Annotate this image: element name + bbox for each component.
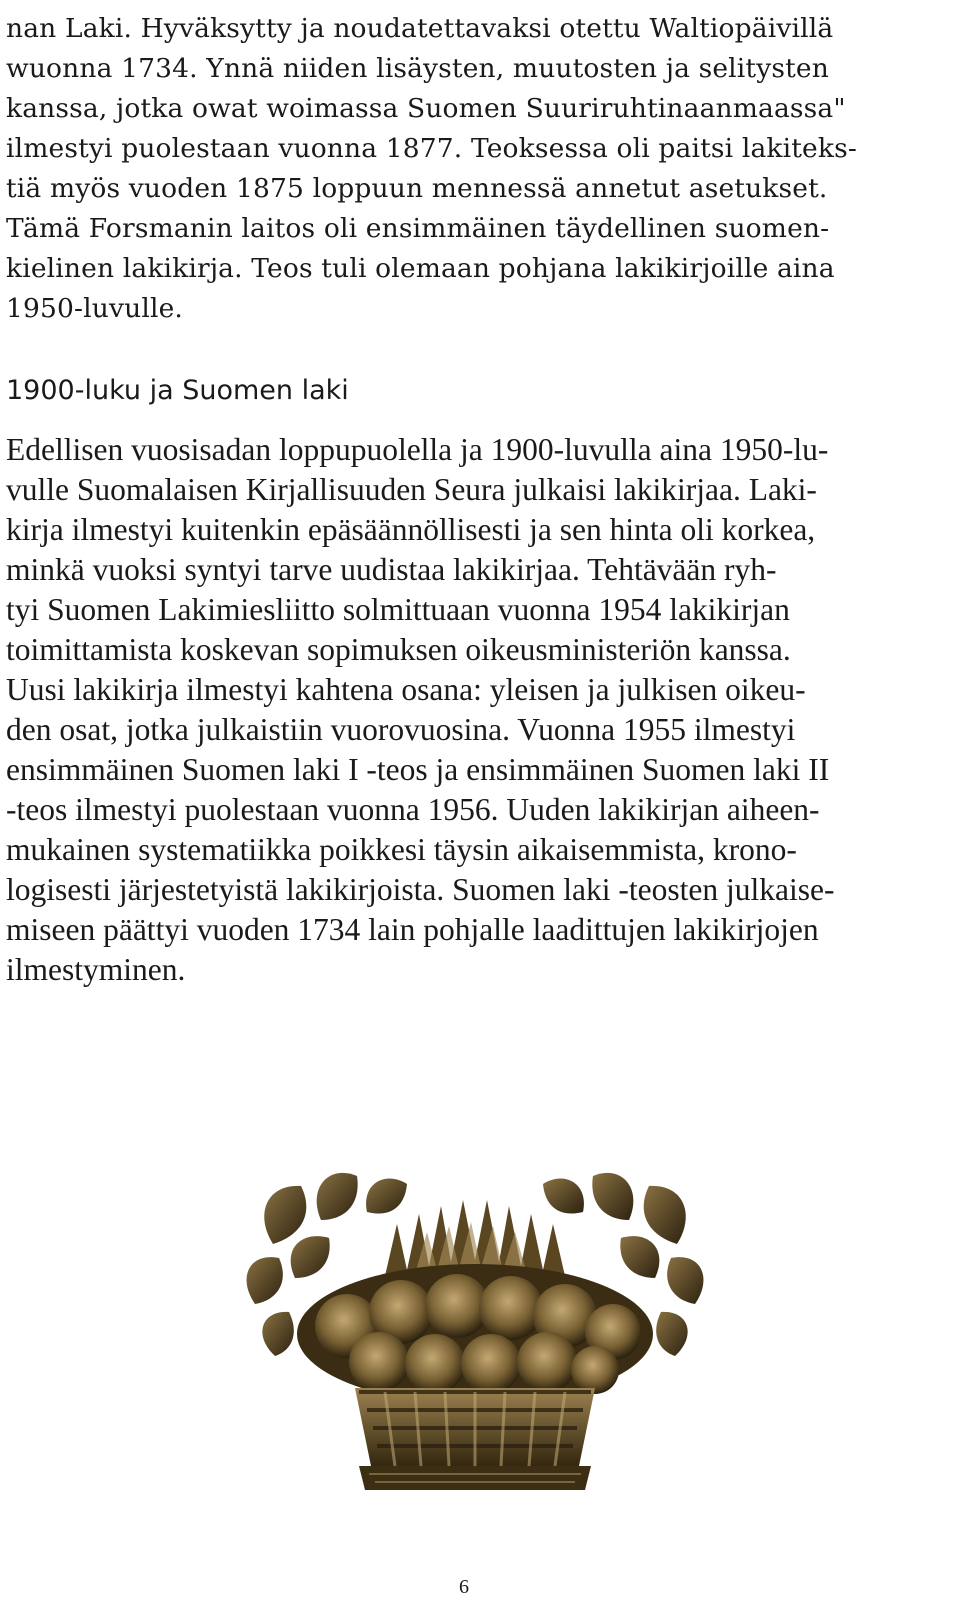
body-line: miseen päättyi vuoden 1734 lain pohjalle laadittujen lakikirjojen bbox=[6, 912, 819, 947]
body-line: toimittamista koskevan sopimuksen oikeusministeriön kanssa. bbox=[6, 632, 791, 667]
intro-line: ilmestyi puolestaan vuonna 1877. Teoksessa oli paitsi lakiteks- bbox=[6, 133, 857, 164]
intro-line: nan Laki. Hyväksytty ja noudatettavaksi otettu Waltiopäivillä bbox=[6, 13, 834, 44]
intro-line: kanssa, jotka owat woimassa Suomen Suuriruhtinaanmaassa" bbox=[6, 93, 846, 124]
body-line: ensimmäinen Suomen laki I -teos ja ensimmäinen Suomen laki II bbox=[6, 752, 830, 787]
fruit-basket-woodcut-icon bbox=[235, 1166, 715, 1506]
body-line: Edellisen vuosisadan loppupuolella ja 1900-luvulla aina 1950-lu- bbox=[6, 432, 829, 467]
body-line: minkä vuoksi syntyi tarve uudistaa lakikirjaa. Tehtävään ryh- bbox=[6, 552, 777, 587]
body-line: ilmestyminen. bbox=[6, 952, 186, 987]
body-line: tyi Suomen Lakimiesliitto solmittuaan vuonna 1954 lakikirjan bbox=[6, 592, 790, 627]
body-line: -teos ilmestyi puolestaan vuonna 1956. Uuden lakikirjan aiheen- bbox=[6, 792, 820, 827]
intro-line: tiä myös vuoden 1875 loppuun mennessä annetut asetukset. bbox=[6, 173, 828, 204]
intro-line: 1950-luvulle. bbox=[6, 293, 183, 324]
body-line: vulle Suomalaisen Kirjallisuuden Seura julkaisi lakikirjaa. Laki- bbox=[6, 472, 817, 507]
body-line: logisesti järjestetyistä lakikirjoista. Suomen laki -teosten julkaise- bbox=[6, 872, 835, 907]
body-line: mukainen systematiikka poikkesi täysin aikaisemmista, krono- bbox=[6, 832, 797, 867]
body-line: kirja ilmestyi kuitenkin epäsäännöllisesti ja sen hinta oli korkea, bbox=[6, 512, 816, 547]
section-heading: 1900-luku ja Suomen laki bbox=[6, 375, 349, 406]
intro-line: kielinen lakikirja. Teos tuli olemaan pohjana lakikirjoille aina bbox=[6, 253, 835, 284]
page-number: 6 bbox=[459, 1576, 469, 1598]
intro-line: Tämä Forsmanin laitos oli ensimmäinen täydellinen suomen- bbox=[6, 213, 830, 244]
body-line: den osat, jotka julkaistiin vuorovuosina. Vuonna 1955 ilmestyi bbox=[6, 712, 796, 747]
body-line: Uusi lakikirja ilmestyi kahtena osana: yleisen ja julkisen oikeu- bbox=[6, 672, 806, 707]
intro-line: wuonna 1734. Ynnä niiden lisäysten, muutosten ja selitysten bbox=[6, 53, 829, 84]
